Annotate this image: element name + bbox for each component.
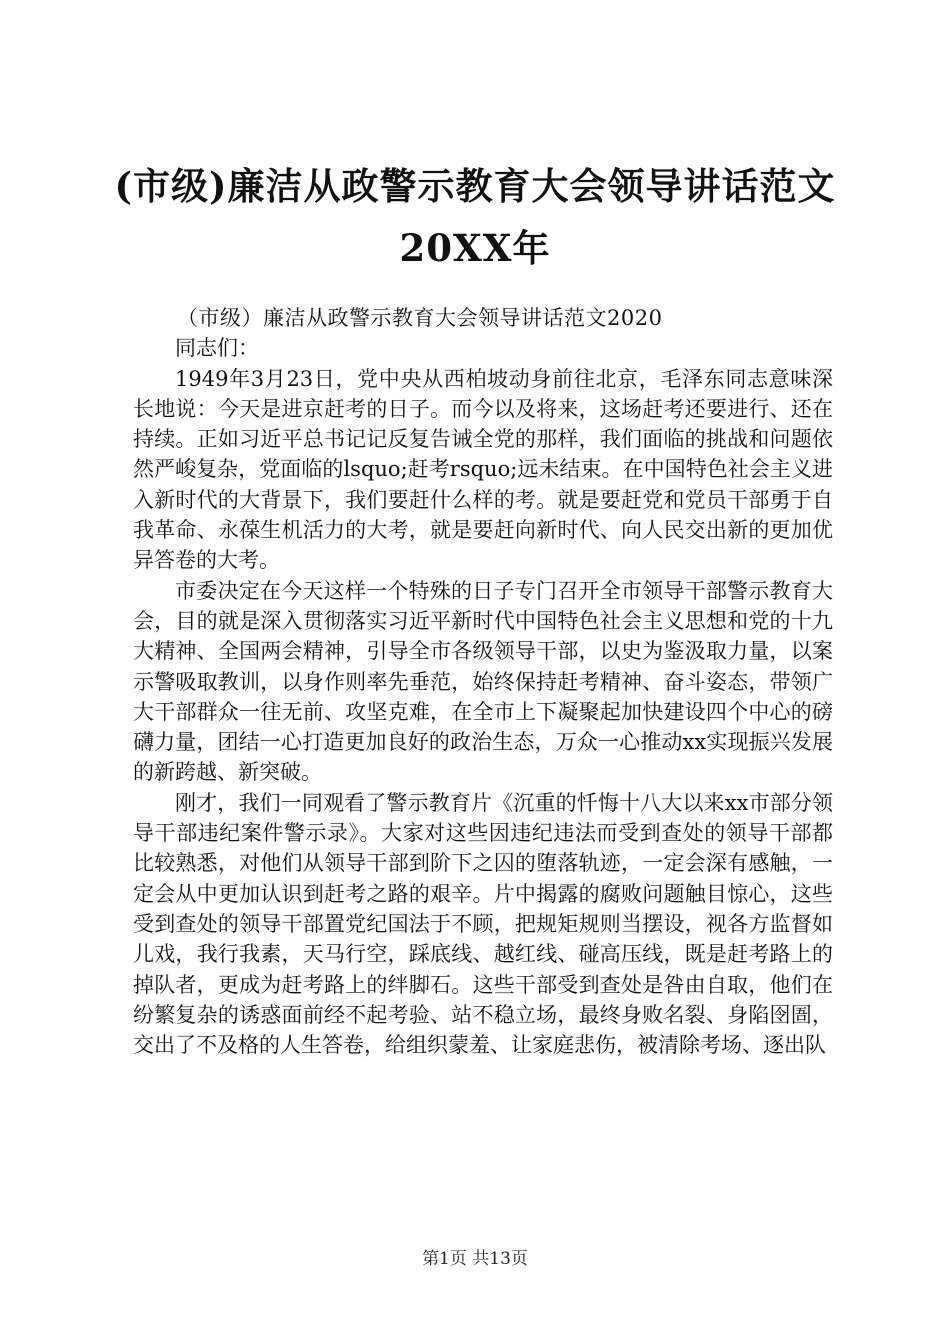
- page-footer: 第1页 共13页: [422, 1249, 528, 1269]
- document-title-line1: (市级)廉洁从政警示教育大会领导讲话范文: [114, 164, 836, 208]
- paragraph: 刚才，我们一同观看了警示教育片《沉重的忏悔十八大以来xx市部分领导干部违纪案件警示录》。大家对这些因违纪违法而受到查处的领导干部都比较熟悉，对他们从领导干部到阶下之囚的堕落轨迹，一定会深有感触，一定会从中更加认识到赶考之路的艰辛。片中揭露的腐败问题触目惊心，这些受到查处的领导干部置党纪国法于不顾，把规矩规则当摆设，视各方监督如儿戏，我行我素，天马行空，踩底线、越红线、碰高压线，既是赶考路上的掉队者，更成为赶考路上的绊脚石。这些干部受到查处是咎由自取，他们在纷繁复杂的诱惑面前经不起考验、站不稳立场，最终身败名裂、身陷囹圄，交出了不及格的人生答卷，给组织蒙羞、让家庭悲伤，被清除考场、逐出队: [133, 790, 833, 1058]
- paragraph: 市委决定在今天这样一个特殊的日子专门召开全市领导干部警示教育大会，目的就是深入贯彻落实习近平新时代中国特色社会主义思想和党的十九大精神、全国两会精神，引导全市各级领导干部，以史为鉴汲取力量，以案示警吸取教训，以身作则率先垂范，始终保持赶考精神、奋斗姿态，带领广大干部群众一往无前、攻坚克难，在全市上下凝聚起加快建设四个中心的磅礴力量，团结一心打造更加良好的政治生态，万众一心推动xx实现振兴发展的新跨越、新突破。: [133, 578, 833, 785]
- document-body: [133, 303, 833, 1060]
- document-subtitle: （市级）廉洁从政警示教育大会领导讲话范文2020: [177, 306, 663, 330]
- salutation: 同志们：: [175, 336, 259, 361]
- paragraph: 1949年3月23日，党中央从西柏坡动身前往北京，毛泽东同志意味深长地说：今天是进京赶考的日子。而今以及将来，这场赶考还要进行、还在持续。正如习近平总书记记反复告诫全党的那样，我们面临的挑战和问题依然严峻复杂，党面临的lsquo;赶考rsquo;远未结束。在中国特色社会主义进入新时代的大背景下，我们要赶什么样的考。就是要赶党和党员干部勇于自我革命、永葆生机活力的大考，就是要赶向新时代、向人民交出新的更加优异答卷的大考。: [133, 366, 833, 573]
- document-title-line2: 20XX年: [399, 226, 551, 270]
